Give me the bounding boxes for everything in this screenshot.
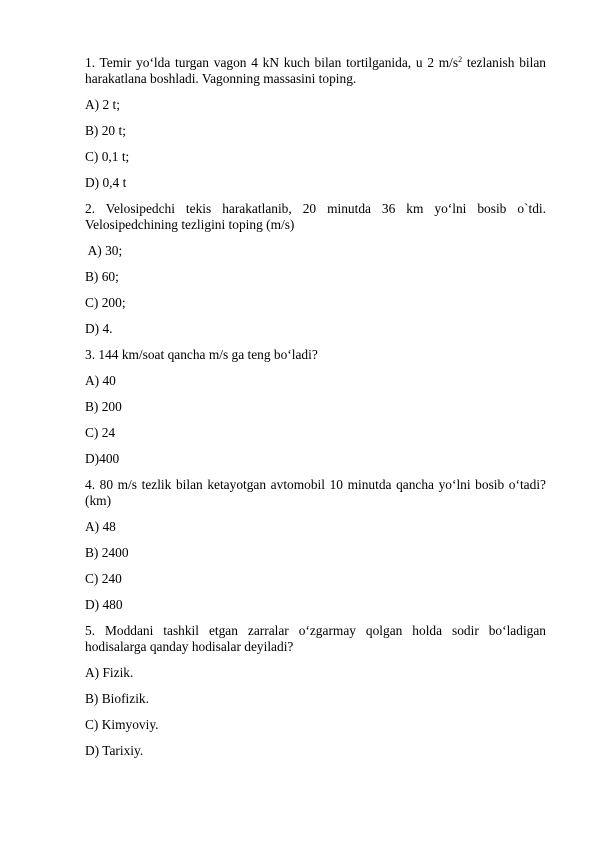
superscript-exponent: 2 (458, 55, 463, 64)
q3-option-d: D)400 (85, 451, 120, 466)
question-3: 3. 144 km/soat qancha m/s ga teng bo‘ladi? (85, 347, 318, 362)
q1-option-b: B) 20 t; (85, 123, 126, 138)
question-1-text-start: 1. Temir yo‘lda turgan vagon 4 kN kuch bilan tortilganida, u 2 m/s (85, 55, 459, 70)
q1-option-c: C) 0,1 t; (85, 149, 130, 164)
q3-option-b: B) 200 (85, 399, 122, 414)
q2-option-d: D) 4. (85, 321, 113, 336)
q2-option-a: A) 30; (85, 243, 123, 258)
q2-option-c: C) 200; (85, 295, 126, 310)
question-4: 4. 80 m/s tezlik bilan ketayotgan avtomobil 10 minutda qancha yo‘lni bosib o‘tadi? (km) (85, 477, 546, 508)
q1-option-a: A) 2 t; (85, 97, 120, 112)
q3-option-a: A) 40 (85, 373, 116, 388)
q5-option-a: A) Fizik. (85, 665, 134, 680)
q4-option-c: C) 240 (85, 571, 122, 586)
q4-option-d: D) 480 (85, 597, 123, 612)
q3-option-c: C) 24 (85, 425, 116, 440)
question-5: 5. Moddani tashkil etgan zarralar o‘zgarmay qolgan holda sodir bo‘ladigan hodisalarga qanday hodisalar deyiladi? (85, 623, 546, 654)
q5-option-b: B) Biofizik. (85, 691, 149, 706)
q4-option-b: B) 2400 (85, 545, 129, 560)
question-1 (85, 55, 546, 87)
q1-option-d: D) 0,4 t (85, 175, 127, 190)
question-1-text-end: tezlanish bilan harakatlana boshladi. Vagonning massasini toping. (85, 55, 546, 86)
q4-option-a: A) 48 (85, 519, 116, 534)
q5-option-d: D) Tarixiy. (85, 743, 144, 758)
question-2: 2. Velosipedchi tekis harakatlanib, 20 minutda 36 km yo‘lni bosib o`tdi. Velosipedchining tezligini toping (m/s) (85, 201, 546, 232)
document-body (85, 55, 546, 769)
q5-option-c: C) Kimyoviy. (85, 717, 159, 732)
q2-option-b: B) 60; (85, 269, 119, 284)
